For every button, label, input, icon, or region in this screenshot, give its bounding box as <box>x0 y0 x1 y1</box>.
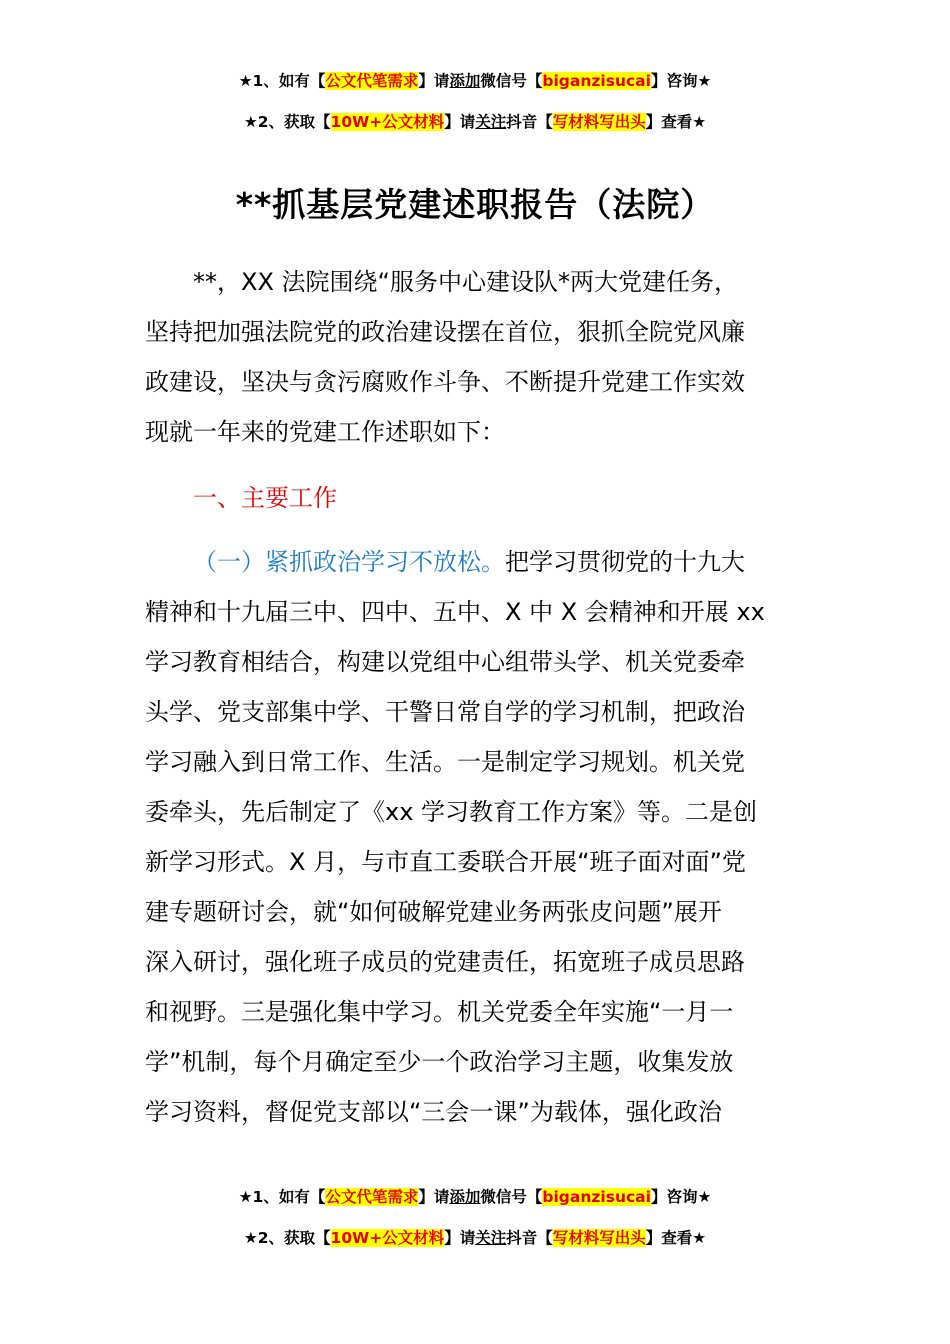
paragraph-line: 深入研讨，强化班子成员的党建责任，拓宽班子成员思路 <box>145 948 745 976</box>
section-1-paragraph <box>145 537 810 1137</box>
promo-text: 】请 <box>444 1229 476 1247</box>
promo-text: 抖音【 <box>506 1229 553 1247</box>
promo-douyin-id: 写材料写出头 <box>552 1229 646 1247</box>
paragraph-line: 政建设，坚决与贪污腐败作斗争、不断提升党建工作实效 <box>145 368 745 396</box>
promo-text: ★1、如有【 <box>238 72 326 90</box>
paragraph-line: 学习融入到日常工作、生活。一是制定学习规划。机关党 <box>145 748 745 776</box>
paragraph-line: 精神和十九届三中、四中、五中、X 中 X 会精神和开展 xx <box>145 598 765 626</box>
document-title: **抓基层党建述职报告（法院） <box>235 185 715 224</box>
promo-underlined-text: 关注 <box>475 113 507 131</box>
top-promo-line-1 <box>0 70 950 92</box>
promo-highlight: 10W+公文材料 <box>330 113 445 131</box>
bottom-promo-line-1 <box>0 1186 950 1208</box>
promo-text: 】咨询★ <box>650 1188 712 1206</box>
bottom-promo-line-2 <box>0 1227 950 1249</box>
promo-text: 】请 <box>444 113 476 131</box>
paragraph-line: 头学、党支部集中学、干警日常自学的学习机制，把政治 <box>145 698 745 726</box>
paragraph-line: 现就一年来的党建工作述职如下： <box>145 418 505 446</box>
paragraph-line: 学”机制，每个月确定至少一个政治学习主题，收集发放 <box>145 1048 734 1076</box>
paragraph-line: **，XX 法院围绕“服务中心建设队*两大党建任务， <box>193 268 738 296</box>
promo-text: ★1、如有【 <box>238 1188 326 1206</box>
promo-text: 】查看★ <box>645 1229 707 1247</box>
promo-text: 】咨询★ <box>650 72 712 90</box>
promo-text: 】请 <box>418 72 450 90</box>
paragraph-text: 把学习贯彻党的十九大 <box>505 548 745 576</box>
promo-text: 】请 <box>418 1188 450 1206</box>
paragraph-line: 坚持把加强法院党的政治建设摆在首位，狠抓全院党风廉 <box>145 318 745 346</box>
promo-wechat-id: biganzisucai <box>542 72 651 90</box>
promo-highlight: 公文代笔需求 <box>325 72 419 90</box>
promo-highlight: 公文代笔需求 <box>325 1188 419 1206</box>
promo-text: 微信号【 <box>480 1188 543 1206</box>
promo-underlined-text: 添加 <box>449 1188 481 1206</box>
paragraph-line: 学习教育相结合，构建以党组中心组带头学、机关党委牵 <box>145 648 745 676</box>
section-heading: 一、主要工作 <box>193 484 337 512</box>
paragraph-line: 委牵头，先后制定了《xx 学习教育工作方案》等。二是创 <box>145 798 758 826</box>
promo-text: 微信号【 <box>480 72 543 90</box>
paragraph-line: 学习资料，督促党支部以“三会一课”为载体，强化政治 <box>145 1098 722 1126</box>
promo-text: ★2、获取【 <box>243 113 331 131</box>
paragraph-line: 建专题研讨会，就“如何破解党建业务两张皮问题”展开 <box>145 898 722 926</box>
promo-highlight: 10W+公文材料 <box>330 1229 445 1247</box>
top-promo-line-2 <box>0 111 950 133</box>
promo-douyin-id: 写材料写出头 <box>552 113 646 131</box>
paragraph-line: 新学习形式。X 月，与市直工委联合开展“班子面对面”党 <box>145 848 746 876</box>
promo-wechat-id: biganzisucai <box>542 1188 651 1206</box>
promo-underlined-text: 添加 <box>449 72 481 90</box>
promo-text: 】查看★ <box>645 113 707 131</box>
promo-text: 抖音【 <box>506 113 553 131</box>
subsection-heading: （一）紧抓政治学习不放松。 <box>193 548 505 576</box>
promo-underlined-text: 关注 <box>475 1229 507 1247</box>
intro-paragraph <box>145 257 810 457</box>
paragraph-line: 和视野。三是强化集中学习。机关党委全年实施“一月一 <box>145 998 734 1026</box>
paragraph-line <box>145 537 810 587</box>
promo-text: ★2、获取【 <box>243 1229 331 1247</box>
